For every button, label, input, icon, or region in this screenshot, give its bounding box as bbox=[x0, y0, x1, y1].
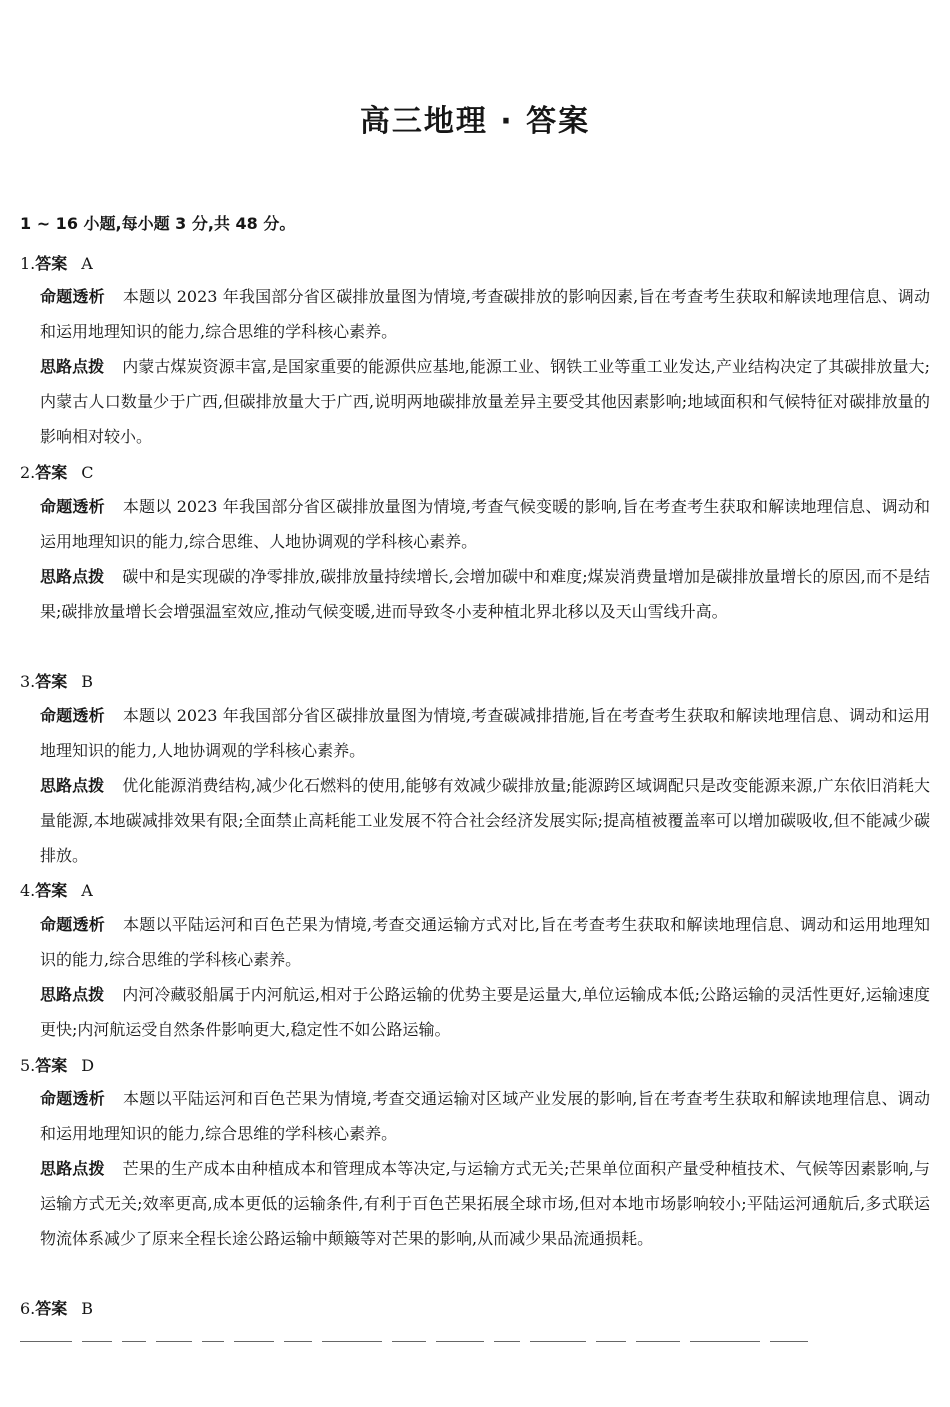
thinking-label: 思路点拨 bbox=[40, 776, 105, 795]
analysis-label: 命题透析 bbox=[40, 915, 106, 934]
thinking-label: 思路点拨 bbox=[40, 357, 105, 376]
answer-value: D bbox=[81, 1056, 95, 1075]
thinking-label: 思路点拨 bbox=[40, 1159, 105, 1178]
thinking-text: 内蒙古煤炭资源丰富,是国家重要的能源供应基地,能源工业、钢铁工业等重工业发达,产业结构决定了其碳排放量大;内蒙古人口数量少于广西,但碳排放量大于广西,说明两地碳排放量差异主要受其他因素影响;地域面积和气候特征对碳排放量的影响相对较小。 bbox=[40, 357, 930, 446]
analysis-text: 本题以 2023 年我国部分省区碳排放量图为情境,考查碳减排措施,旨在考查考生获取和解读地理信息、调动和运用地理知识的能力,人地协调观的学科核心素养。 bbox=[40, 706, 930, 760]
analysis-text: 本题以 2023 年我国部分省区碳排放量图为情境,考查碳排放的影响因素,旨在考查考生获取和解读地理信息、调动和运用地理知识的能力,综合思维的学科核心素养。 bbox=[40, 287, 930, 341]
thinking-2 bbox=[40, 559, 930, 629]
thinking-text: 碳中和是实现碳的净零排放,碳排放量持续增长,会增加碳中和难度;煤炭消费量增加是碳排放量增长的原因,而不是结果;碳排放量增长会增强温室效应,推动气候变暖,进而导致冬小麦种植北界北移以及天山雪线升高。 bbox=[40, 567, 930, 621]
answer-value: C bbox=[81, 463, 94, 482]
score-summary: 1 ~ 16 小题,每小题 3 分,共 48 分。 bbox=[20, 214, 296, 233]
answer-label: 答案 bbox=[35, 672, 68, 691]
answer-line-2: 2.答案 C bbox=[20, 463, 94, 482]
analysis-label: 命题透析 bbox=[40, 1089, 106, 1108]
thinking-3 bbox=[40, 768, 930, 873]
analysis-5 bbox=[40, 1081, 930, 1151]
thinking-text: 内河冷藏驳船属于内河航运,相对于公路运输的优势主要是运量大,单位运输成本低;公路运输的灵活性更好,运输速度更快;内河航运受自然条件影响更大,稳定性不如公路运输。 bbox=[40, 985, 930, 1039]
analysis-label: 命题透析 bbox=[40, 497, 105, 516]
answer-label: 答案 bbox=[35, 881, 68, 900]
thinking-label: 思路点拨 bbox=[40, 985, 105, 1004]
analysis-3 bbox=[40, 698, 930, 768]
clipped-text-line bbox=[20, 1330, 930, 1342]
analysis-text: 本题以平陆运河和百色芒果为情境,考查交通运输对区域产业发展的影响,旨在考查考生获取和解读地理信息、调动和运用地理知识的能力,综合思维的学科核心素养。 bbox=[40, 1089, 930, 1143]
analysis-label: 命题透析 bbox=[40, 706, 105, 725]
analysis-label: 命题透析 bbox=[40, 287, 105, 306]
analysis-text: 本题以平陆运河和百色芒果为情境,考查交通运输方式对比,旨在考查考生获取和解读地理信息、调动和运用地理知识的能力,综合思维的学科核心素养。 bbox=[40, 915, 930, 969]
answer-line-6: 6.答案 B bbox=[20, 1299, 94, 1318]
thinking-text: 优化能源消费结构,减少化石燃料的使用,能够有效减少碳排放量;能源跨区域调配只是改变能源来源,广东依旧消耗大量能源,本地碳减排效果有限;全面禁止高耗能工业发展不符合社会经济发展实际;提高植被覆盖率可以增加碳吸收,但不能减少碳排放。 bbox=[40, 776, 930, 865]
answer-line-5: 5.答案 D bbox=[20, 1056, 95, 1075]
answer-value: A bbox=[81, 254, 93, 273]
analysis-2 bbox=[40, 489, 930, 559]
answer-line-3: 3.答案 B bbox=[20, 672, 94, 691]
thinking-label: 思路点拨 bbox=[40, 567, 105, 586]
answer-value: B bbox=[81, 672, 94, 691]
analysis-4 bbox=[40, 907, 930, 977]
analysis-1 bbox=[40, 279, 930, 349]
answer-line-4: 4.答案 A bbox=[20, 881, 93, 900]
answer-value: A bbox=[81, 881, 93, 900]
answer-label: 答案 bbox=[35, 463, 68, 482]
page-title: 高三地理 · 答案 bbox=[359, 104, 591, 139]
answer-value: B bbox=[81, 1299, 94, 1318]
answer-label: 答案 bbox=[35, 254, 68, 273]
answer-label: 答案 bbox=[35, 1299, 68, 1318]
answer-label: 答案 bbox=[35, 1056, 68, 1075]
thinking-1 bbox=[40, 349, 930, 454]
thinking-text: 芒果的生产成本由种植成本和管理成本等决定,与运输方式无关;芒果单位面积产量受种植技术、气候等因素影响,与运输方式无关;效率更高,成本更低的运输条件,有利于百色芒果拓展全球市场,但对本地市场影响较小;平陆运河通航后,多式联运物流体系减少了原来全程长途公路运输中颠簸等对芒果的影响,从而减少果品流通损耗。 bbox=[40, 1159, 930, 1248]
answer-line-1: 1.答案 A bbox=[20, 254, 93, 273]
thinking-4 bbox=[40, 977, 930, 1047]
thinking-5 bbox=[40, 1151, 930, 1256]
analysis-text: 本题以 2023 年我国部分省区碳排放量图为情境,考查气候变暖的影响,旨在考查考生获取和解读地理信息、调动和运用地理知识的能力,综合思维、人地协调观的学科核心素养。 bbox=[40, 497, 930, 551]
